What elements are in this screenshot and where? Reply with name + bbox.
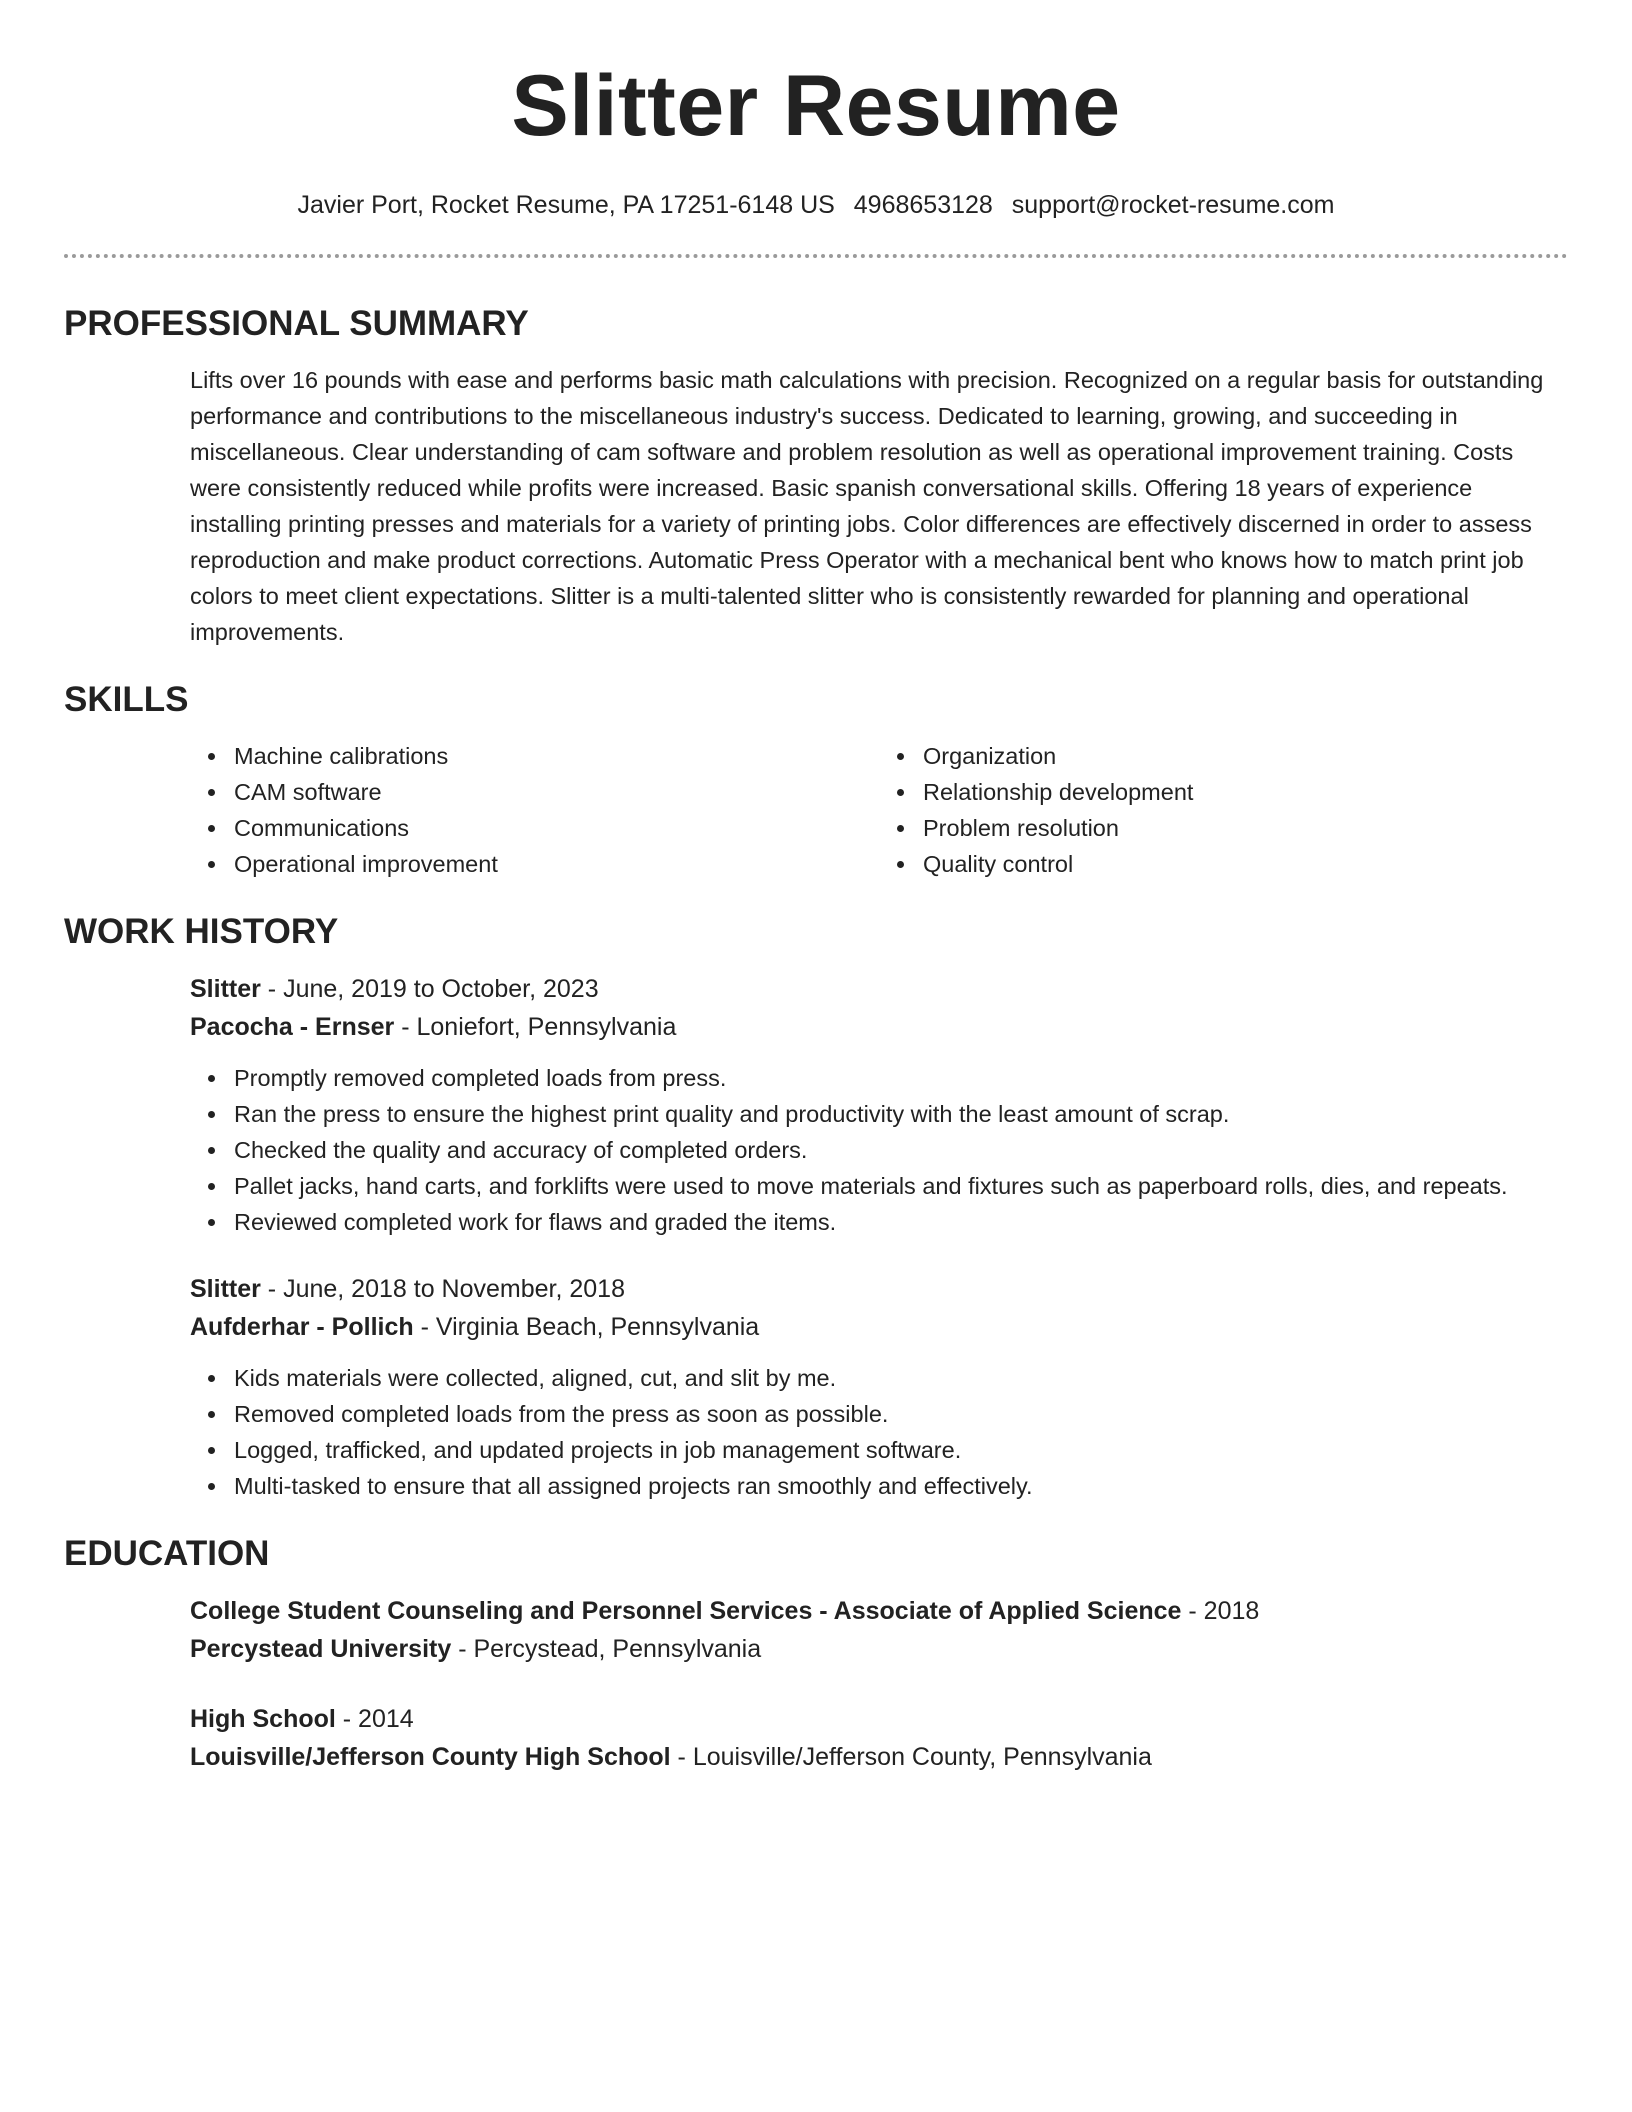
job-company: Pacocha - Ernser (190, 1013, 395, 1041)
job-dates: June, 2019 to October, 2023 (283, 975, 599, 1003)
separator: - (260, 975, 284, 1003)
skill-item: Organization (923, 738, 1568, 774)
job-bullet: Logged, trafficked, and updated projects in job management software. (234, 1432, 1568, 1468)
job-bullets (190, 1060, 1568, 1240)
skills-list-left (190, 738, 879, 882)
education-entry (190, 1592, 1568, 1668)
job-bullet: Pallet jacks, hand carts, and forklifts were used to move materials and fixtures such as paperboard rolls, dies, and repeats. (234, 1168, 1568, 1204)
job-bullet: Reviewed completed work for flaws and graded the items. (234, 1204, 1568, 1240)
education-school-line (190, 1738, 1568, 1776)
skill-item: Problem resolution (923, 810, 1568, 846)
job-location: Loniefort, Pennsylvania (416, 1013, 677, 1041)
job-company: Aufderhar - Pollich (190, 1313, 414, 1341)
job-bullet: Multi-tasked to ensure that all assigned projects ran smoothly and effectively. (234, 1468, 1568, 1504)
skill-item: Quality control (923, 846, 1568, 882)
skills-list-right (879, 738, 1568, 882)
job-dates: June, 2018 to November, 2018 (283, 1275, 625, 1303)
header-divider (64, 254, 1568, 258)
skill-item: Machine calibrations (234, 738, 879, 774)
education-degree-line (190, 1592, 1568, 1630)
separator: - (394, 1013, 417, 1041)
education-degree-line (190, 1700, 1568, 1738)
skill-item: Operational improvement (234, 846, 879, 882)
job-entry (190, 970, 1568, 1240)
education-location: Louisville/Jefferson County, Pennsylvania (692, 1743, 1152, 1771)
education-degree: College Student Counseling and Personnel Services - Associate of Applied Science (190, 1597, 1182, 1625)
skill-item: Relationship development (923, 774, 1568, 810)
education-school: Percystead University (190, 1635, 452, 1663)
education-location: Percystead, Pennsylvania (473, 1635, 762, 1663)
contact-email: support@rocket-resume.com (1011, 191, 1335, 219)
job-bullet: Checked the quality and accuracy of completed orders. (234, 1132, 1568, 1168)
job-company-line (190, 1008, 1568, 1046)
work-section (64, 912, 1568, 1504)
job-title-line (190, 970, 1568, 1008)
resume-title: Slitter Resume (511, 58, 1121, 154)
separator: - (670, 1743, 693, 1771)
job-bullet: Promptly removed completed loads from press. (234, 1060, 1568, 1096)
summary-section (64, 304, 1568, 650)
separator: - (451, 1635, 474, 1663)
job-role: Slitter (190, 975, 261, 1003)
skill-item: Communications (234, 810, 879, 846)
separator: - (413, 1313, 436, 1341)
education-degree: High School (190, 1705, 336, 1733)
education-entry (190, 1700, 1568, 1776)
job-role: Slitter (190, 1275, 261, 1303)
skills-section (64, 680, 1568, 882)
job-location: Virginia Beach, Pennsylvania (435, 1313, 760, 1341)
contact-address: Javier Port, Rocket Resume, PA 17251-6148 US (297, 191, 835, 219)
education-year: 2014 (358, 1705, 414, 1733)
job-entry (190, 1270, 1568, 1504)
job-company-line (190, 1308, 1568, 1346)
contact-line (64, 190, 1568, 220)
separator: - (335, 1705, 359, 1733)
skills-grid (190, 738, 1568, 882)
job-bullet: Kids materials were collected, aligned, cut, and slit by me. (234, 1360, 1568, 1396)
job-bullet: Removed completed loads from the press as soon as possible. (234, 1396, 1568, 1432)
education-school: Louisville/Jefferson County High School (190, 1743, 671, 1771)
education-school-line (190, 1630, 1568, 1668)
education-year: 2018 (1203, 1597, 1260, 1625)
skills-heading: SKILLS (64, 680, 189, 719)
education-section (64, 1534, 1568, 1776)
separator: - (1181, 1597, 1204, 1625)
job-title-line (190, 1270, 1568, 1308)
education-heading: EDUCATION (64, 1534, 270, 1573)
job-bullets (190, 1360, 1568, 1504)
contact-phone: 4968653128 (853, 191, 993, 219)
summary-heading: PROFESSIONAL SUMMARY (64, 304, 529, 343)
work-heading: WORK HISTORY (64, 912, 339, 951)
separator: - (260, 1275, 284, 1303)
job-bullet: Ran the press to ensure the highest print quality and productivity with the least amount of scrap. (234, 1096, 1568, 1132)
skill-item: CAM software (234, 774, 879, 810)
summary-text: Lifts over 16 pounds with ease and performs basic math calculations with precision. Recognized on a regular basis for outstanding performance and contributions to the miscellaneous industry's success. Dedicated to learning, growing, and succeeding in miscellaneous. Clear understanding of cam software and problem resolution as well as operational improvement training. Costs were consistently reduced while profits were increased. Basic spanish conversational skills. Offering 18 years of experience installing printing presses and materials for a variety of printing jobs. Color differences are effectively discerned in order to assess reproduction and make product corrections. Automatic Press Operator with a mechanical bent who knows how to match print job colors to meet client expectations. Slitter is a multi-talented slitter who is consistently rewarded for planning and operational improvements. (190, 367, 1544, 645)
